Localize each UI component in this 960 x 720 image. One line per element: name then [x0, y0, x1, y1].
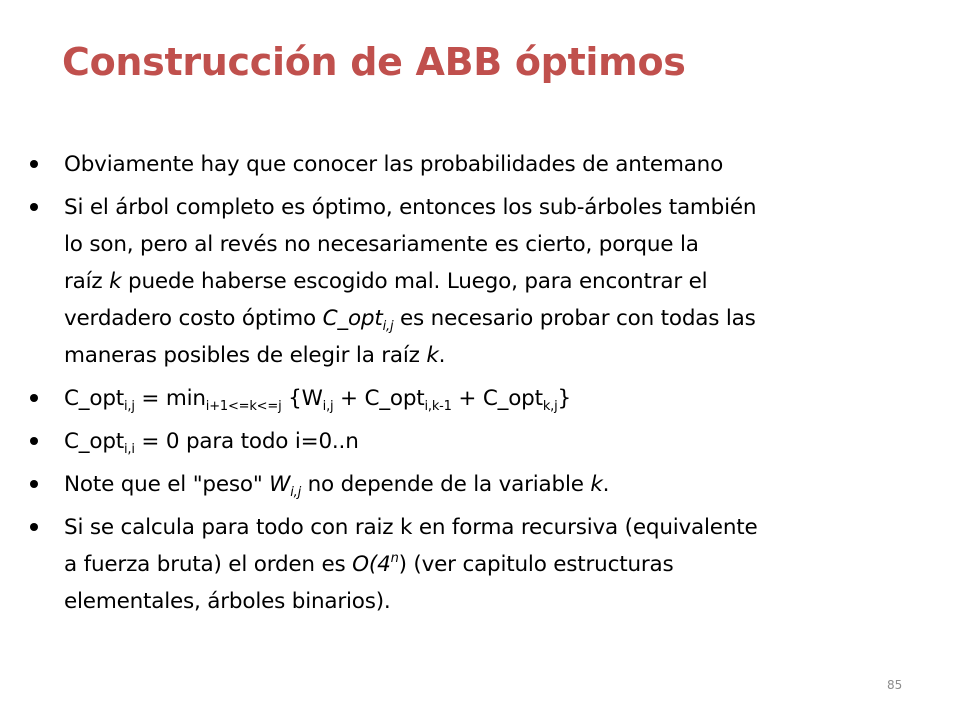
- bullet-text-line: Si se calcula para todo con raiz k en forma recursiva (equivalente: [64, 515, 758, 540]
- bullet-dot-icon: [30, 203, 38, 211]
- bullet-item-6: [30, 509, 920, 620]
- bullet-text-line: elementales, árboles binarios).: [64, 589, 391, 614]
- page-number: 85: [887, 678, 903, 692]
- bullet-text-line: verdadero costo óptimo C_opt$_{i,j}$ es necesario probar con todas las: [64, 306, 756, 334]
- bullet-item-1: [30, 146, 920, 183]
- bullet-text-line: raíz k puede haberse escogido mal. Luego, para encontrar el: [64, 269, 708, 294]
- base-case-formula: C_opt$_{i,i}$ = 0 para todo i=0..n: [64, 429, 359, 457]
- bullet-item-3-formula: [30, 380, 920, 417]
- bullet-dot-icon: [30, 480, 38, 488]
- recurrence-formula: C_opt$_{i,j}$ = $\min_{i+1<=k<=j} \{W_{i,j}$ + C_opt$_{i,k-1}$ + C_opt$_{k,j}$}: [64, 386, 571, 414]
- bullet-text-line: a fuerza bruta) el orden es O(4$^n$) (ver capitulo estructuras: [64, 551, 674, 577]
- bullet-dot-icon: [30, 394, 38, 402]
- bullet-dot-icon: [30, 523, 38, 531]
- bullet-dot-icon: [30, 160, 38, 168]
- bullet-text: Note que el "peso" $W_{i,j}$ no depende de la variable k.: [64, 472, 610, 500]
- bullet-list: [30, 146, 920, 626]
- bullet-dot-icon: [30, 437, 38, 445]
- bullet-text-line: maneras posibles de elegir la raíz k.: [64, 343, 446, 368]
- bullet-text-line: lo son, pero al revés no necesariamente es cierto, porque la: [64, 232, 699, 257]
- bullet-item-4-base-case: [30, 423, 920, 460]
- bullet-text: Obviamente hay que conocer las probabilidades de antemano: [64, 152, 724, 177]
- bullet-item-2: [30, 189, 920, 374]
- bullet-text-line: Si el árbol completo es óptimo, entonces los sub-árboles también: [64, 195, 757, 220]
- slide-title: Construcción de ABB óptimos: [62, 40, 686, 84]
- bullet-item-5: [30, 466, 920, 503]
